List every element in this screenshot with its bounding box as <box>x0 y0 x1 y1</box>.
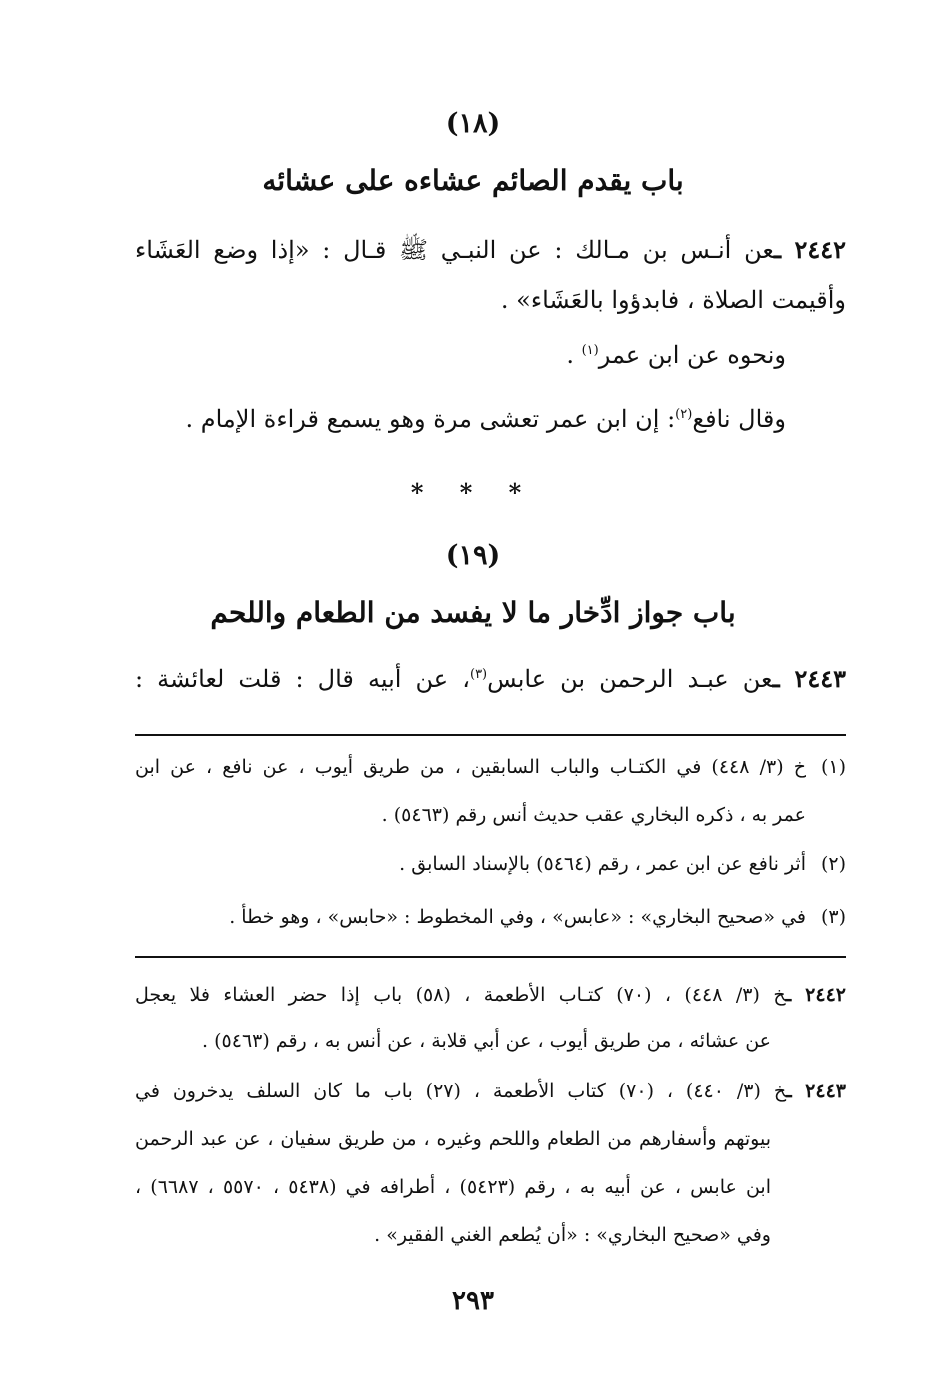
hadith-text: وقال نافع <box>692 405 786 433</box>
section-number-18: (١٨) <box>445 108 501 139</box>
hadith-number: ٢٤٤٢ ـ <box>773 235 846 264</box>
ref-2443-line-4: وفي «صحيح البخاري» : «أن يُطعم الغني الفقير» . <box>374 1224 771 1246</box>
hadith-text: : إن ابن عمر تعشى مرة وهو يسمع قراءة الإمام . <box>185 405 676 433</box>
hadith-text: . <box>566 341 582 369</box>
ref-text: خ (٣/ ٤٤٠) ، (٧٠) كتاب الأطعمة ، (٢٧) باب ما كان السلف يدخرون في <box>135 1080 787 1102</box>
section-title-18: باب يقدم الصائم عشاءه على عشائه <box>262 164 684 197</box>
hadith-2442-line-3 <box>135 341 786 369</box>
footnote-1-line-2: عمر به ، ذكره البخاري عقب حديث أنس رقم (٥٤٦٣) . <box>381 804 806 826</box>
hadith-2442-line-2: وأقيمت الصلاة ، فابدؤوا بالعَشَاء» . <box>500 286 846 314</box>
footnote-1-line-1 <box>135 756 846 778</box>
footnote-ref-3: (٣) <box>469 667 488 682</box>
ref-2443-line-2: بيوتهم وأسفارهم من الطعام واللحم وغيره ، من طريق سفيان ، عن عبد الرحمن <box>135 1128 771 1150</box>
hadith-text: عن أنـس بن مـالك : عن النبـي ﷺ قـال : «إذا وضع العَشَاء <box>135 236 774 264</box>
ref-number: ٢٤٤٢ ـ <box>785 984 846 1006</box>
footnote-number: (٢) <box>820 853 846 875</box>
footnote-ref-2: (٢) <box>675 407 693 422</box>
footnote-text: في «صحيح البخاري» : «عابس» ، وفي المخطوط : «حابس» ، وهو خطأ . <box>229 906 806 928</box>
separator-stars: * * * <box>410 478 536 507</box>
ref-2442-line-1 <box>135 984 846 1006</box>
footnote-3 <box>135 906 846 928</box>
footnote-text: أثر نافع عن ابن عمر ، رقم (٥٤٦٤) بالإسناد السابق . <box>399 853 806 875</box>
hadith-text: ، عن أبيه قال : قلت لعائشة : <box>135 665 470 693</box>
section-number-19: (١٩) <box>445 540 501 571</box>
ref-2443-line-1 <box>135 1080 846 1102</box>
footnote-ref-1: (١) <box>581 343 599 358</box>
hadith-number: ٢٤٤٣ ـ <box>772 664 847 693</box>
footnote-2 <box>135 853 846 875</box>
page-number: ٢٩٣ <box>452 1286 494 1316</box>
hadith-2442-line-1 <box>135 235 846 270</box>
footnote-number: (٣) <box>820 906 846 928</box>
references-divider <box>135 956 846 958</box>
ref-text: خ (٣/ ٤٤٨) ، (٧٠) كتـاب الأطعمة ، (٥٨) باب إذا حضر العشاء فلا يعجل <box>135 984 786 1006</box>
section-title-19: باب جواز ادِّخار ما لا يفسد من الطعام واللحم <box>210 596 736 629</box>
footnote-text: خ (٣/ ٤٤٨) في الكتـاب والباب السابقين ، من طريق أيوب ، عن نافع ، عن ابن <box>135 756 806 778</box>
ref-2443-line-3: ابن عابس ، عن أبيه به ، رقم (٥٤٢٣) ، أطرافه في (٥٤٣٨ ، ٥٥٧٠ ، ٦٦٨٧) ، <box>135 1176 771 1198</box>
hadith-text: ونحوه عن ابن عمر <box>598 341 786 369</box>
hadith-2443-line-1 <box>135 664 846 693</box>
hadith-text: عن عبـد الرحمن بن عابس <box>487 665 773 693</box>
footnote-number: (١) <box>820 756 846 778</box>
footnote-divider <box>135 734 846 736</box>
hadith-2442-line-4 <box>135 405 786 433</box>
ref-number: ٢٤٤٣ ـ <box>786 1080 846 1102</box>
ref-2442-line-2: عن عشائه ، من طريق أيوب ، عن أبي قلابة ، عن أنس به ، رقم (٥٤٦٣) . <box>202 1030 771 1052</box>
